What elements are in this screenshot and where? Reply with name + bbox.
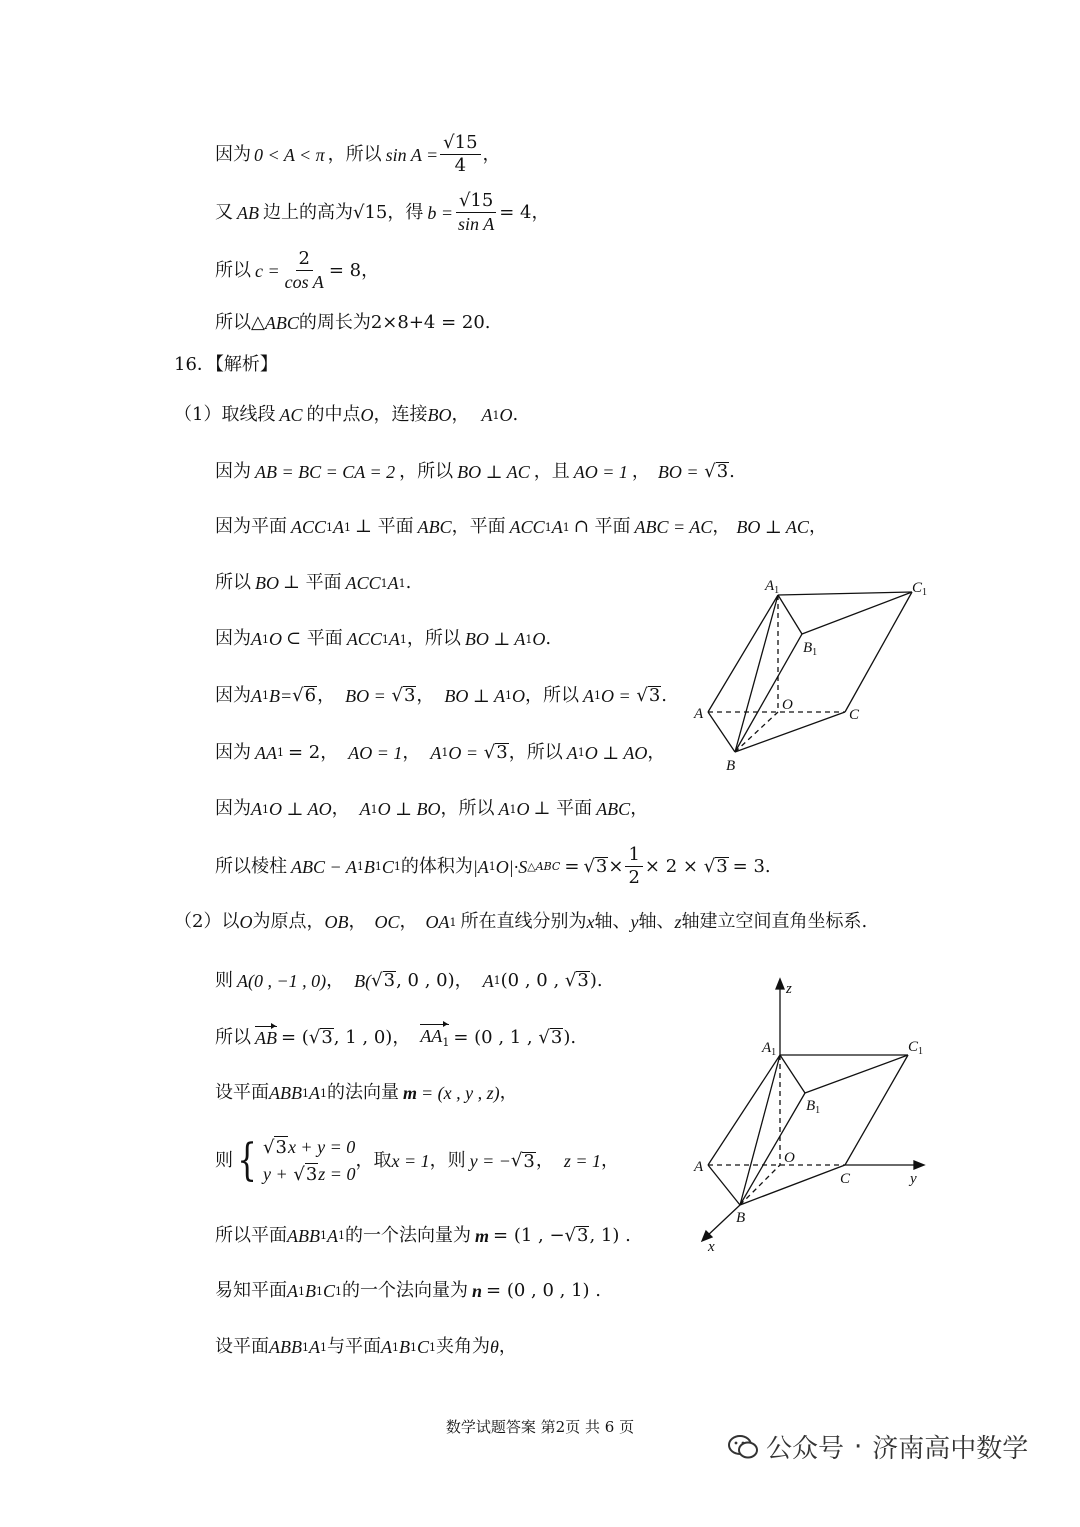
edge-a1-c1 <box>778 592 912 595</box>
watermark-brand: 公众号 <box>766 1434 845 1464</box>
reason-line-6: 因为 AA 1 = 2 ， AO = 1 ， A 1 O = √ 3 ，所以 A 1 O ⊥ AO ， <box>215 741 666 763</box>
label-c1: $C_1$ <box>908 1039 924 1057</box>
edge-b-a1 <box>735 595 778 752</box>
edge-a1-b1 <box>780 1055 805 1093</box>
label-y: y <box>910 1171 917 1187</box>
fraction: $\frac{2}{\text{cos A}}$ <box>284 248 324 292</box>
edge-b1-c1 <box>802 592 912 634</box>
edge-b-c <box>740 1165 845 1205</box>
fraction: $\frac{1}{2}$ <box>625 846 642 887</box>
edge-c-c1 <box>845 592 912 712</box>
plane-normal-n: 易知平面 A 1 B 1 C 1 的一个法向量为 n = (0 , 0 , 1) . <box>215 1280 602 1301</box>
reason-line-1: 因为 AB = BC = CA = 2 ，所以 BO ⊥ AC ，且 AO = 1 ， BO = √ 3 . <box>215 460 735 482</box>
prism-figure <box>690 570 940 780</box>
reason-line-4: 因为 A 1 O ⊂ 平面 ACC 1 A 1 ，所以 BO ⊥ A 1 O . <box>215 628 552 649</box>
watermark <box>728 1428 1028 1465</box>
wechat-icon <box>728 1434 758 1460</box>
edge-b-o <box>735 712 778 752</box>
label-b: B <box>736 1210 746 1226</box>
vectors-line: 所以 AB = ( √ 3 , 1 , 0) ， $AA_1$ = (0 , 1 , √ 3 ). <box>215 1026 577 1049</box>
y-axis-arrow <box>914 1161 924 1169</box>
label-c: C <box>840 1171 851 1187</box>
vector-aa1: $AA_1$ <box>420 1026 450 1049</box>
label-o: O <box>784 1150 795 1166</box>
edge-a-a1 <box>708 1055 780 1165</box>
reason-line-5: 因为 A 1 B= √ 6 ， BO = √ 3 ， BO ⊥ A 1 O ，所以 A 1 O = √ 3 . <box>215 684 668 706</box>
label-a1: $A_1$ <box>762 1040 777 1058</box>
watermark-separator: · <box>854 1431 863 1462</box>
edge-c-c1 <box>845 1055 908 1165</box>
edge-b-b1 <box>735 634 802 752</box>
coordinate-figure <box>690 975 940 1260</box>
label-o: O <box>782 697 793 713</box>
edge-b-a1 <box>740 1055 780 1205</box>
page-footer: 数学试题答案 第2页 共 6 页 <box>445 1418 635 1436</box>
label-b1: $B_1$ <box>803 640 818 658</box>
x-axis <box>706 1205 740 1237</box>
normal-vector-result: 所以平面 ABB 1 A 1 的一个法向量为 m = (1 , − √ 3 , 1) . <box>215 1224 631 1246</box>
edge-b1-c1 <box>805 1055 908 1093</box>
reason-line-7: 因为 A 1 O ⊥ AO ， A 1 O ⊥ BO ，所以 A 1 O ⊥ 平面 ABC ， <box>215 798 649 819</box>
reason-line-3: 所以 BO ⊥ 平面 ACC 1 A 1 . <box>215 572 412 593</box>
part-2-intro: （2）以 O 为原点， OB ， OC ， OA 1 所在直线分别为 x 轴、 y 轴、 z 轴建立空间直角坐标系. <box>174 911 868 932</box>
part-1-intro: （1）取线段 AC 的中点 O ，连接 BO ， A 1 O . <box>174 404 519 425</box>
line-2: 又 AB 边上的高为 √15 ，得 b = $\frac{√15}{\text{sin A}}$ = 4 ， <box>215 190 550 234</box>
edge-b-c <box>735 712 845 752</box>
edge-a1-b1 <box>778 595 802 634</box>
label-z: z <box>786 981 792 997</box>
equation-system-line: 则 { √3x + y = 0 y + √3z = 0 ，取 x = 1 ，则 y = − √ 3 ， z = 1 ， <box>215 1135 619 1186</box>
reason-line-2: 因为平面 ACC 1 A 1 ⊥ 平面 ABC ，平面 ACC 1 A 1 ∩ 平面 ABC = AC ， BO ⊥ AC ， <box>215 516 827 537</box>
watermark-account: 济南高中数学 <box>872 1434 1029 1464</box>
edge-b-b1 <box>740 1093 805 1205</box>
label-a: A <box>694 706 704 722</box>
fraction: $\frac{√15}{4}$ <box>440 134 480 175</box>
coordinates-line: 则 A(0 , −1 , 0) ， B( √ 3 , 0 , 0) ， A 1 (0 , 0 , √ 3 ). <box>215 969 603 991</box>
question-16-heading: 16．【解析】 <box>174 354 278 375</box>
label-b: B <box>726 758 736 774</box>
label-c: C <box>849 707 860 723</box>
line-1: 因为 0 < A < π ，所以 sin A = $\frac{√15}{4}$ ， <box>215 132 501 176</box>
label-a: A <box>694 1159 704 1175</box>
label-b1: $B_1$ <box>806 1098 821 1116</box>
edge-a-b <box>708 1165 740 1205</box>
angle-setup: 设平面 ABB 1 A 1 与平面 A 1 B 1 C 1 夹角为 θ ， <box>215 1336 517 1357</box>
equation-system: { √3x + y = 0 y + √3z = 0 <box>237 1135 356 1186</box>
label-x: x <box>708 1239 715 1255</box>
z-axis-arrow <box>776 979 784 989</box>
edge-a-b <box>708 712 735 752</box>
line-4: 所以△ ABC 的周长为 2×8+4 = 20 . <box>215 312 491 333</box>
fraction: $\frac{√15}{\text{sin A}}$ <box>455 192 497 233</box>
normal-vector-setup: 设平面 ABB 1 A 1 的法向量 m = (x , y , z) ， <box>215 1082 518 1103</box>
line-3: 所以 c = $\frac{2}{\text{cos A}}$ = 8 ， <box>215 248 380 292</box>
volume-line: 所以棱柱 ABC − A 1 B 1 C 1 的体积为 |A 1 O|·S △ABC = √ 3 × $\frac{1}{2}$ × 2 × √ 3 = 3. <box>215 844 771 888</box>
label-a1: $A_1$ <box>765 578 780 596</box>
label-c1: $C_1$ <box>912 580 928 598</box>
